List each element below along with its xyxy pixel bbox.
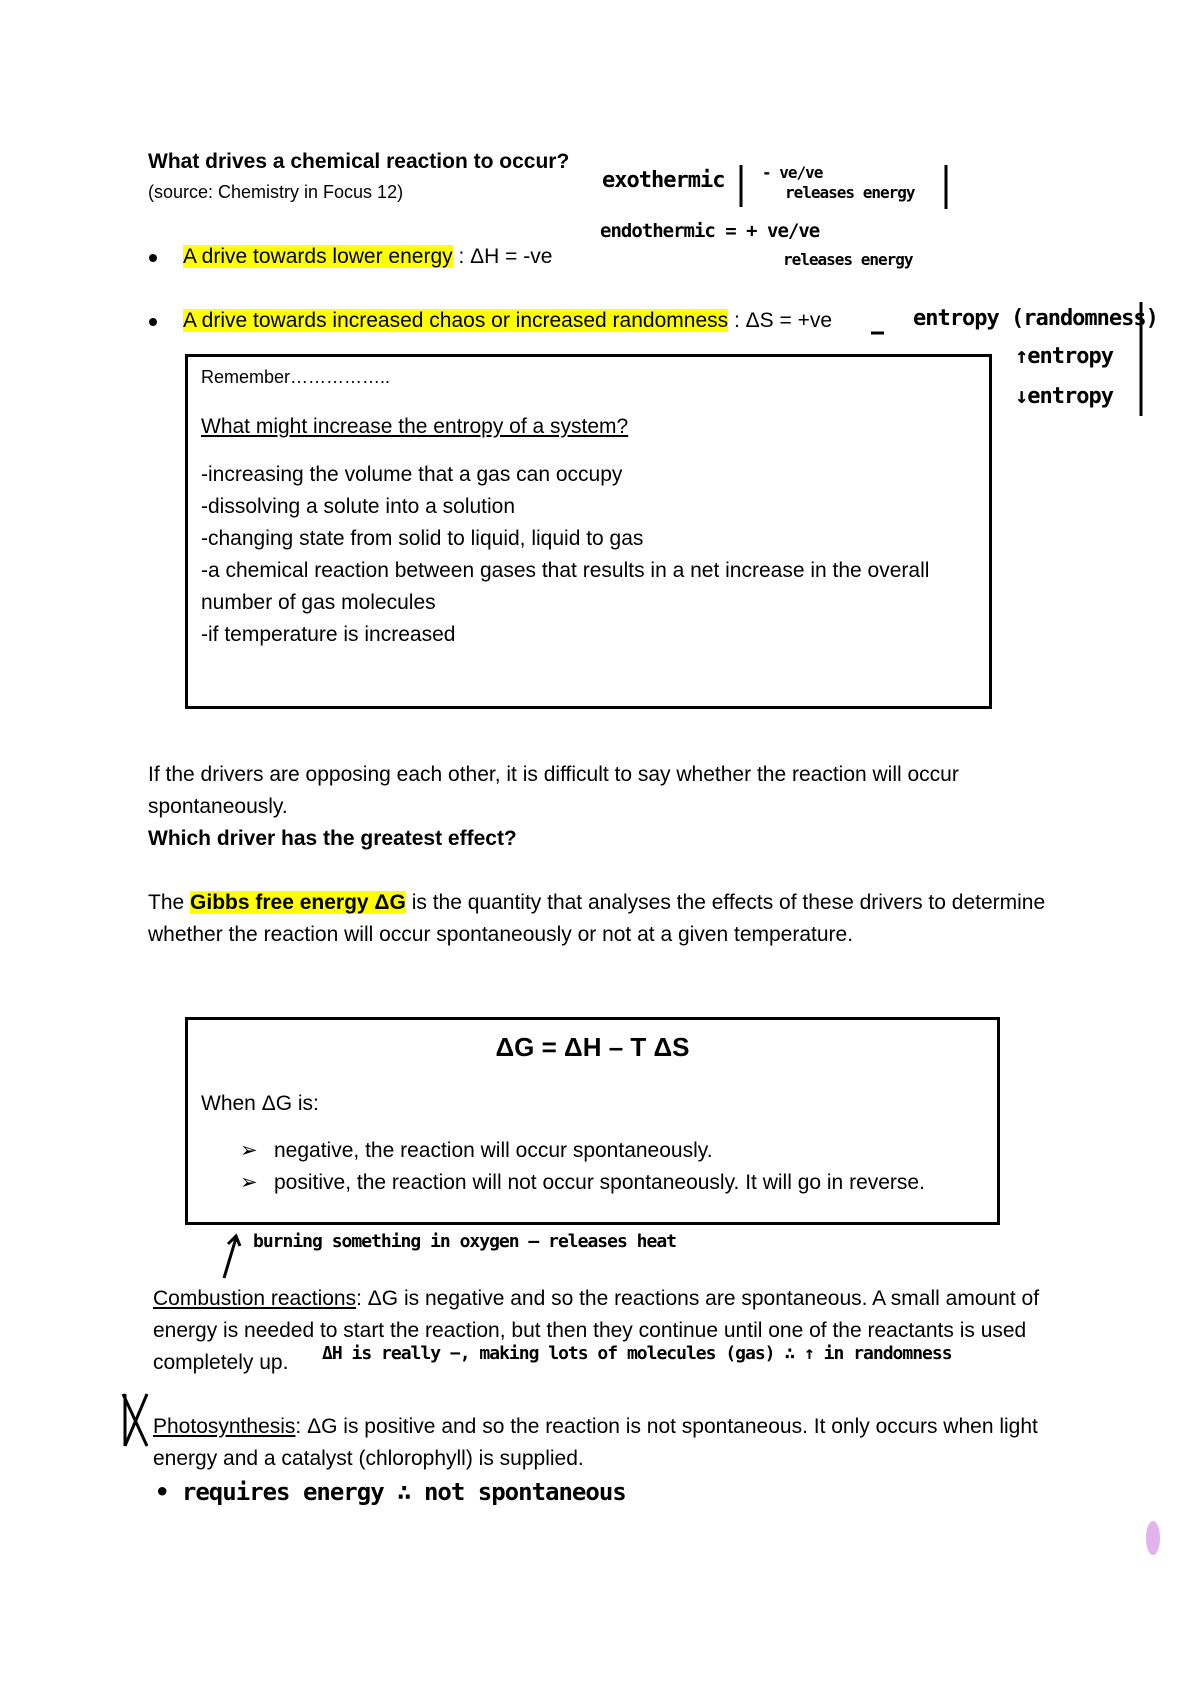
dash-mark-icon [870,330,886,336]
photosynthesis-text: : ΔG is positive and so the reaction is not spontaneous. It only occurs when light [295,1415,1038,1438]
combustion-line: completely up. [153,1351,289,1374]
source-note: (source: Chemistry in Focus 12) [148,182,404,202]
arrow-bullet-icon: ➢ [240,1139,258,1162]
handwritten-up-entropy: ↑entropy [1015,344,1113,369]
gibbs-line [148,887,1045,919]
combustion-label: Combustion reactions [153,1287,357,1310]
combustion-line: energy is needed to start the reaction, but then they continue until one of the reactants is used [153,1319,1027,1342]
entropy-question: What might increase the entropy of a system? [201,415,629,438]
entropy-item: -if temperature is increased [201,623,456,646]
bracket-mark-icon [940,163,952,211]
driver-item-entropy [183,305,832,337]
bullet-dot [149,254,157,262]
handwritten-delta-h: ΔH is really −, making lots of molecules (gas) ∴ ↑ in randomness [322,1343,952,1364]
handwritten-down-entropy: ↓entropy [1015,384,1113,409]
bracket-mark-icon [735,163,747,209]
handwritten-exothermic: exothermic [602,168,725,193]
combustion-line [153,1283,1039,1315]
handwritten-endothermic: endothermic = + ve/ve [600,220,820,242]
handwritten-releases-energy: releases energy [785,183,915,202]
handwritten-entropy: entropy (randomness) [913,306,1158,331]
photosynthesis-label: Photosynthesis [153,1415,296,1438]
photosynthesis-line: energy and a catalyst (chlorophyll) is supplied. [153,1447,584,1470]
gibbs-post: is the quantity that analyses the effects of these drivers to determine [405,891,1046,914]
bracket-mark-icon [1135,300,1147,418]
driver-highlight: A drive towards increased chaos or increased randomness [183,309,729,332]
bullet-dot [149,318,157,326]
arrow-bullet-icon: ➢ [240,1171,258,1194]
handwritten-requires: • requires energy ∴ not spontaneous [155,1478,626,1506]
condition-item: positive, the reaction will not occur spontaneously. It will go in reverse. [274,1171,925,1194]
when-label: When ΔG is: [201,1092,319,1115]
driver-highlight: A drive towards lower energy [183,245,453,268]
photosynthesis-line [153,1411,1038,1443]
driver-rest: : ΔS = +ve [728,309,833,332]
remember-box [185,354,992,709]
x-mark-icon [117,1390,155,1450]
page-title: What drives a chemical reaction to occur? [148,150,570,173]
driver-item-energy [183,241,552,273]
remember-heading: Remember…………….. [201,367,391,387]
purple-mark-icon [1143,1518,1163,1558]
arrow-up-icon [218,1232,246,1280]
gibbs-formula: ΔG = ΔH – T ΔS [495,1032,690,1062]
entropy-item: -increasing the volume that a gas can occupy [201,463,623,486]
combustion-text: : ΔG is negative and so the reactions are spontaneous. A small amount of [356,1287,1040,1310]
driver-rest: : ΔH = -ve [452,245,553,268]
entropy-item: -dissolving a solute into a solution [201,495,516,518]
condition-item: negative, the reaction will occur spontaneously. [274,1139,713,1162]
entropy-item: -a chemical reaction between gases that results in a net increase in the overall [201,559,930,582]
opposing-line: If the drivers are opposing each other, it is difficult to say whether the reaction will occur [148,763,959,786]
gibbs-highlight: Gibbs free energy ΔG [190,891,406,914]
entropy-item: number of gas molecules [201,591,436,614]
formula-box [185,1017,1000,1225]
handwritten-ve-neg: - ve/ve [762,163,823,182]
handwritten-burning: burning something in oxygen — releases heat [253,1231,676,1252]
entropy-item: -changing state from solid to liquid, liquid to gas [201,527,644,550]
gibbs-line: whether the reaction will occur spontaneously or not at a given temperature. [148,923,854,946]
opposing-line: spontaneously. [148,795,288,818]
opposing-question: Which driver has the greatest effect? [148,827,517,850]
gibbs-pre: The [148,891,191,914]
handwritten-releases-energy: releases energy [783,250,913,269]
